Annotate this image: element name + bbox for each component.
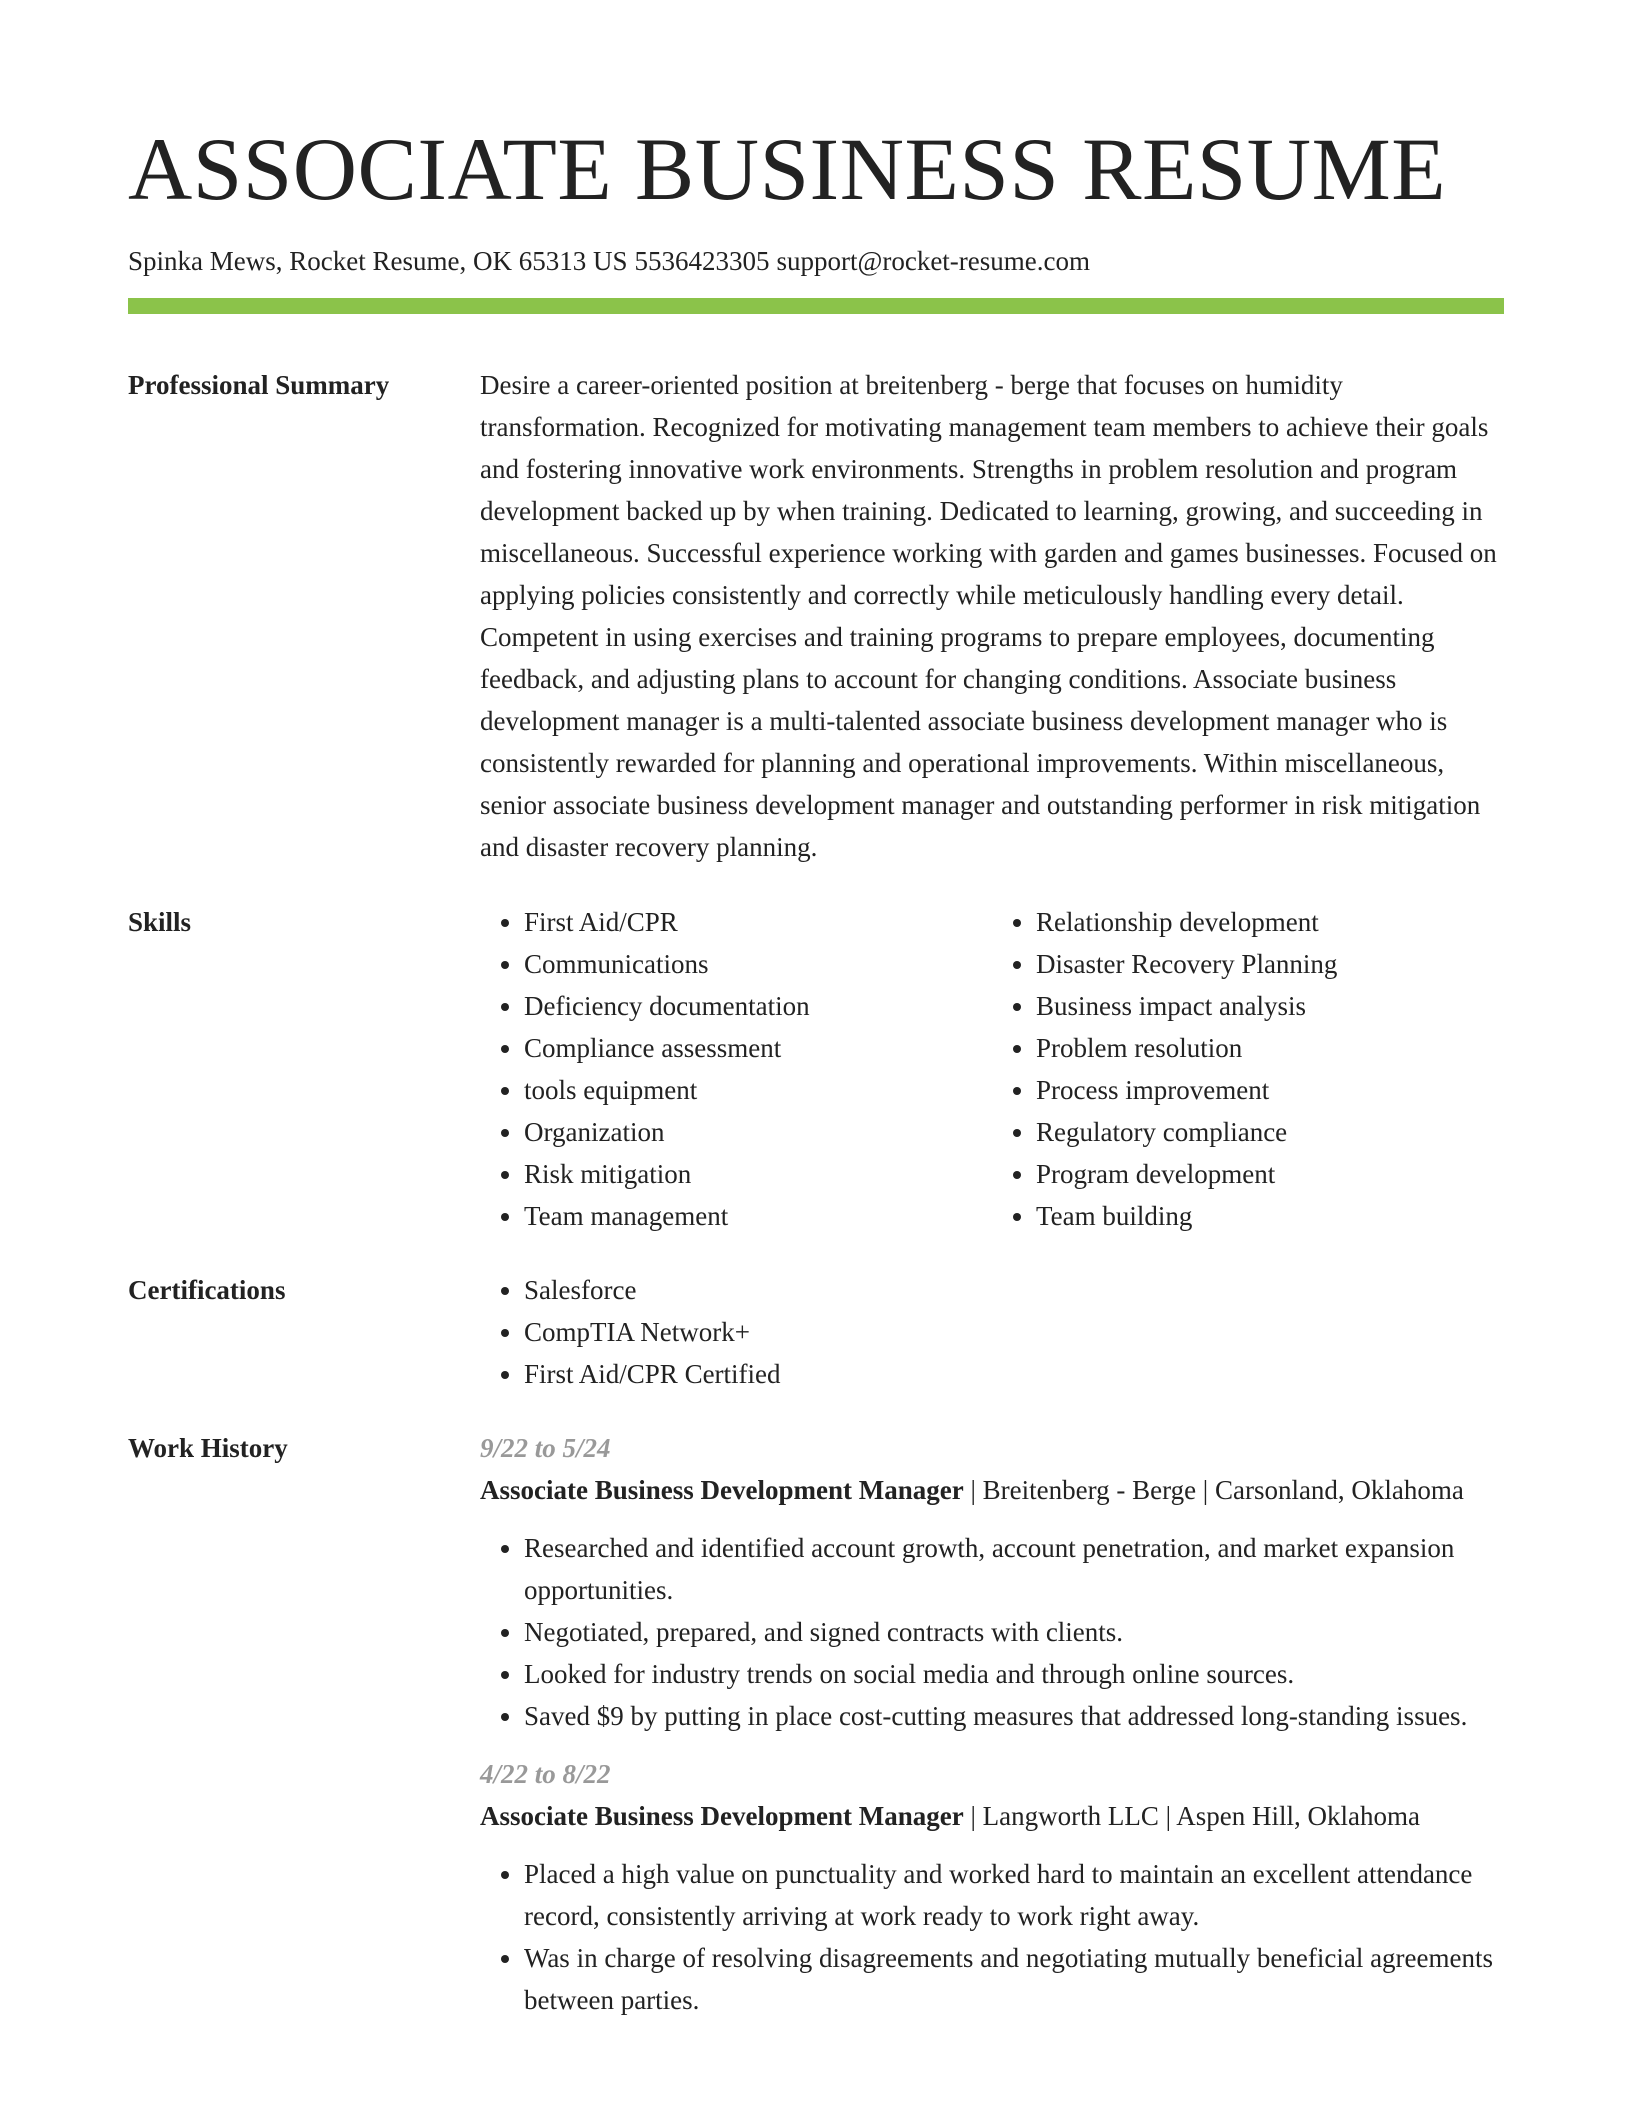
certifications-section <box>128 1269 1504 1395</box>
job-bullet: • Placed a high value on punctuality and worked hard to maintain an excellent attendance record, consistently arriving at work ready to work right away. <box>524 1853 1504 1937</box>
resume-title: ASSOCIATE BUSINESS RESUME <box>128 121 1447 219</box>
job-bullet: • Looked for industry trends on social media and through online sources. <box>524 1653 1504 1695</box>
skills-section <box>128 901 1504 1237</box>
skill-item: • Risk mitigation <box>524 1153 992 1195</box>
skill-item: • Compliance assessment <box>524 1027 992 1069</box>
skill-item: • Regulatory compliance <box>1036 1111 1504 1153</box>
job-title: Associate Business Development Manager <box>480 1475 964 1505</box>
certification-item: • Salesforce <box>524 1269 1504 1311</box>
skill-item: • tools equipment <box>524 1069 992 1111</box>
skill-item: • Communications <box>524 943 992 985</box>
skill-item: • Process improvement <box>1036 1069 1504 1111</box>
job-bullets <box>480 1853 1504 2021</box>
contact-address: Spinka Mews, Rocket Resume, OK 65313 US <box>128 246 628 276</box>
summary-heading: Professional Summary <box>128 370 390 400</box>
job-header <box>480 1795 1504 1837</box>
skill-item: • Disaster Recovery Planning <box>1036 943 1504 985</box>
skills-list-right <box>992 901 1504 1237</box>
summary-section <box>128 364 1504 868</box>
certification-item: • First Aid/CPR Certified <box>524 1353 1504 1395</box>
job-bullet: • Negotiated, prepared, and signed contracts with clients. <box>524 1611 1504 1653</box>
job-title: Associate Business Development Manager <box>480 1801 964 1831</box>
certifications-list <box>480 1269 1504 1395</box>
job-dates: 4/22 to 8/22 <box>480 1759 611 1789</box>
job-bullet: • Researched and identified account growth, account penetration, and market expansion opportunities. <box>524 1527 1504 1611</box>
skill-item: • Team management <box>524 1195 992 1237</box>
skill-item: • Program development <box>1036 1153 1504 1195</box>
work-history-heading: Work History <box>128 1433 288 1463</box>
job-details: | Langworth LLC | Aspen Hill, Oklahoma <box>963 1801 1420 1831</box>
skill-item: • Organization <box>524 1111 992 1153</box>
job-entry <box>480 1753 1504 2021</box>
skill-item: • Deficiency documentation <box>524 985 992 1027</box>
certification-item: • CompTIA Network+ <box>524 1311 1504 1353</box>
job-header <box>480 1469 1504 1511</box>
skill-item: • Problem resolution <box>1036 1027 1504 1069</box>
skill-item: • Team building <box>1036 1195 1504 1237</box>
resume-page <box>128 0 1504 2021</box>
skills-list-left <box>480 901 992 1237</box>
job-bullet: • Saved $9 by putting in place cost-cutting measures that addressed long-standing issues. <box>524 1695 1504 1737</box>
summary-text: Desire a career-oriented position at breitenberg - berge that focuses on humidity transformation. Recognized for motivating management team members to achieve their goals and fostering innovative work environments. Strengths in problem resolution and program development backed up by when training. Dedicated to learning, growing, and succeeding in miscellaneous. Successful experience working with garden and games businesses. Focused on applying policies consistently and correctly while meticulously handling every detail. Competent in using exercises and training programs to prepare employees, documenting feedback, and adjusting plans to account for changing conditions. Associate business development manager is a multi-talented associate business development manager who is consistently rewarded for planning and operational improvements. Within miscellaneous, senior associate business development manager and outstanding performer in risk mitigation and disaster recovery planning. <box>480 370 1497 862</box>
contact-phone: 5536423305 <box>634 246 770 276</box>
contact-email: support@rocket-resume.com <box>776 246 1091 276</box>
job-dates: 9/22 to 5/24 <box>480 1433 611 1463</box>
skills-heading: Skills <box>128 907 192 937</box>
certifications-heading: Certifications <box>128 1275 286 1305</box>
skill-item: • First Aid/CPR <box>524 901 992 943</box>
job-bullet: • Was in charge of resolving disagreements and negotiating mutually beneficial agreements between parties. <box>524 1937 1504 2021</box>
job-details: | Breitenberg - Berge | Carsonland, Oklahoma <box>963 1475 1464 1505</box>
skill-item: • Business impact analysis <box>1036 985 1504 1027</box>
work-history-section <box>128 1427 1504 2021</box>
job-entry <box>480 1427 1504 1737</box>
header-divider <box>128 298 1504 314</box>
job-bullets <box>480 1527 1504 1737</box>
skill-item: • Relationship development <box>1036 901 1504 943</box>
contact-line <box>128 242 1504 280</box>
